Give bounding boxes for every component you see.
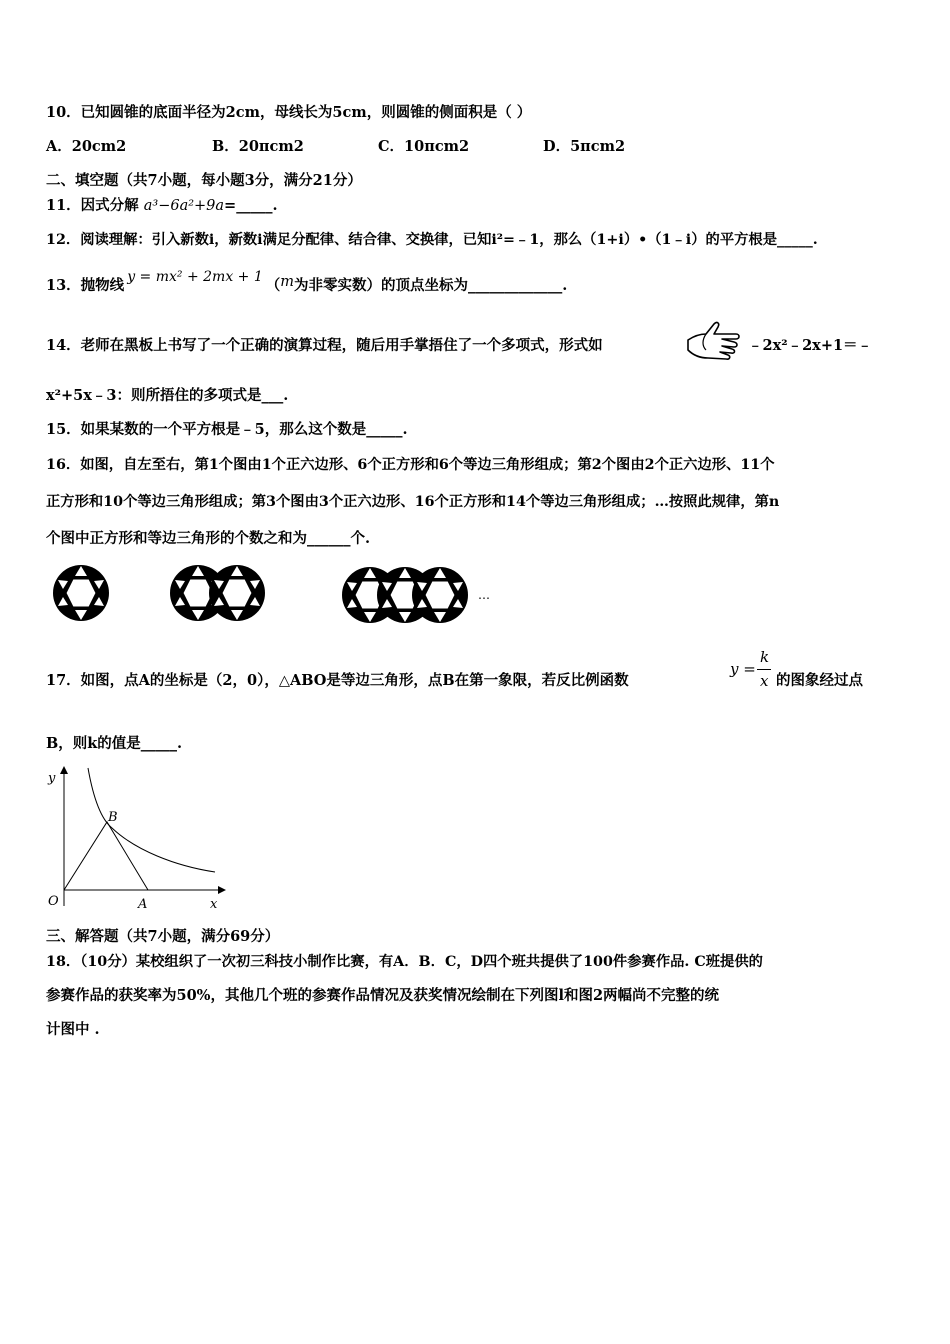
q10-option-c: C．10πcm2 [378,138,470,155]
q15: 15．如果某数的一个平方根是﹣5，那么这个数是_____. [46,421,408,438]
q16-ellipsis: … [478,588,490,602]
q13-expression: y = mx² + 2mx + 1 [127,269,263,285]
q11 [46,196,278,216]
q13-variable: m [280,274,295,290]
q11-expression: a³−6a²+9a [143,198,225,214]
q18-line-1: 18．（10分）某校组织了一次初三科技小制作比赛，有A．B．C，D四个班共提供了100件参赛作品. C班提供的 [46,954,763,970]
q14-line-1-suffix: ﹣2x²﹣2x+1＝﹣ [748,337,873,354]
section-2-heading: 二、填空题（共7小题，每小题3分，满分21分） [46,172,362,189]
point-b-label: B [108,810,118,825]
q13 [46,269,568,296]
q10-option-b: B．20πcm2 [212,138,304,155]
q18-line-2: 参赛作品的获奖率为50%，其他几个班的参赛作品情况及获奖情况绘制在下列图l和图2两幅尚不完整的统 [46,987,720,1004]
q16-line-1: 16．如图，自左至右，第1个图由1个正六边形、6个正方形和6个等边三角形组成；第2个图由2个正六边形、11个 [46,457,775,473]
q17-graph [40,762,230,916]
origin-label: O [48,894,59,909]
point-a-label: A [138,897,148,912]
x-axis-label: x [210,897,218,912]
q11-prefix: 11．因式分解 [46,197,144,214]
q16-line-3: 个图中正方形和等边三角形的个数之和为______个. [46,530,371,547]
q17-line-1: 17．如图，点A的坐标是（2，0），△ABO是等边三角形，点B在第一象限，若反比例函数 [46,672,629,689]
q13-suffix: 为非零实数）的顶点坐标为_____________. [294,277,568,294]
q10-option-a: A．20cm2 [46,138,127,155]
q13-mid: （ [265,277,281,294]
q17-fraction-numerator: k [760,648,770,666]
q14-line-1: 14．老师在黑板上书写了一个正确的演算过程，随后用手掌捂住了一个多项式，形式如 [46,337,603,354]
q13-prefix: 13．抛物线 [46,277,125,294]
q14-line-2: x²+5x﹣3：则所捂住的多项式是___. [46,387,289,404]
q16-line-2: 正方形和10个等边三角形组成；第3个图由3个正六边形、16个正方形和14个等边三角形组成；…按照此规律，第n [46,494,780,510]
q16-figures [0,555,520,639]
x-axis-arrow-icon [218,886,226,894]
figure-3-hexagon-ring-3 [412,567,468,623]
q11-suffix: =_____. [224,197,278,214]
q17-fraction-bar [757,669,771,670]
q17-fraction-denominator: x [760,672,769,690]
q18-line-3: 计图中 . [46,1021,100,1038]
q10-option-d: D．5πcm2 [543,138,626,155]
figure-2-hexagon-ring-2 [209,565,265,621]
q12: 12．阅读理解：引入新数i，新数i满足分配律、结合律、交换律，已知i²=﹣1，那么（1+i）•（1﹣i）的平方根是_____. [46,232,818,248]
section-3-heading: 三、解答题（共7小题，满分69分） [46,928,280,945]
triangle-abo [64,822,148,890]
y-axis-label: y [48,771,56,786]
q10-stem: 10．已知圆锥的底面半径为2cm，母线长为5cm，则圆锥的侧面积是（ ） [46,104,532,121]
y-axis-arrow-icon [60,766,68,774]
hand-icon [684,318,744,368]
q17-line-1-suffix: 的图象经过点 [776,672,863,689]
q17-fraction-lhs: y = [730,660,756,678]
figure-1-hexagon-ring [53,565,109,621]
q17-line-2: B，则k的值是_____. [46,735,183,752]
